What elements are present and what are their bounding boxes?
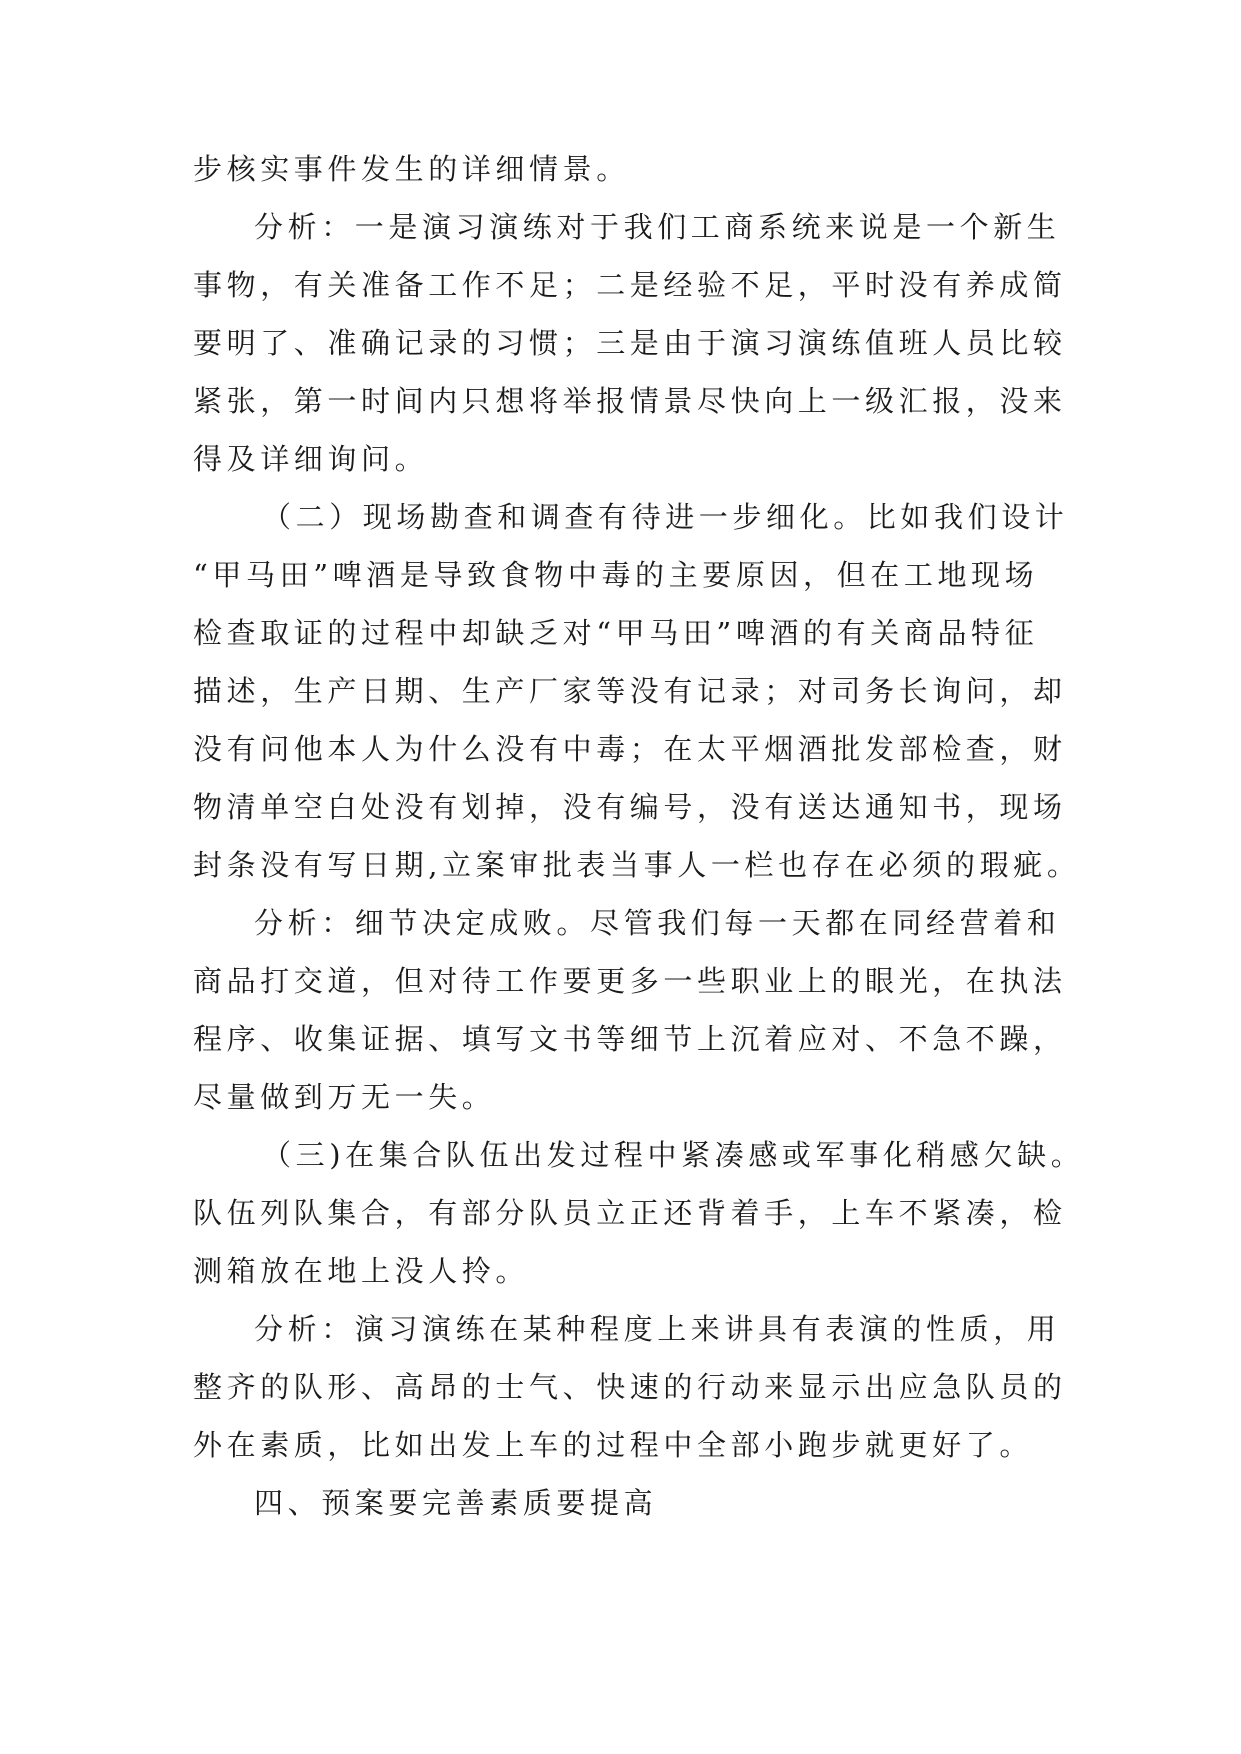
text-line: 物清单空白处没有划掉，没有编号，没有送达通知书，现场 xyxy=(193,790,1067,824)
text-line: 检查取证的过程中却缺乏对“甲马田”啤酒的有关商品特征 xyxy=(193,616,1039,650)
text-line: 封条没有写日期,立案审批表当事人一栏也存在必须的瑕疵。 xyxy=(193,848,1081,882)
text-line: 分析：演习演练在某种程度上来讲具有表演的性质，用 xyxy=(254,1312,1061,1346)
text-line: 紧张，第一时间内只想将举报情景尽快向上一级汇报，没来 xyxy=(193,384,1067,418)
text-line: 描述，生产日期、生产厂家等没有记录；对司务长询问，却 xyxy=(193,674,1067,708)
text-line: 程序、收集证据、填写文书等细节上沉着应对、不急不躁， xyxy=(193,1022,1067,1056)
text-line: 分析：细节决定成败。尽管我们每一天都在同经营着和 xyxy=(254,906,1061,940)
text-line: “甲马田”啤酒是导致食物中毒的主要原因，但在工地现场 xyxy=(193,558,1039,592)
text-line: 得及详细询问。 xyxy=(193,442,429,476)
text-line: （二）现场勘查和调查有待进一步细化。比如我们设计 xyxy=(262,500,1069,534)
text-line: 整齐的队形、高昂的士气、快速的行动来显示出应急队员的 xyxy=(193,1370,1067,1404)
text-line: 事物，有关准备工作不足；二是经验不足，平时没有养成简 xyxy=(193,268,1067,302)
text-line: 分析：一是演习演练对于我们工商系统来说是一个新生 xyxy=(254,210,1061,244)
section-heading: 四、预案要完善素质要提高 xyxy=(254,1486,658,1520)
text-line: 步核实事件发生的详细情景。 xyxy=(193,152,630,186)
text-line: 外在素质，比如出发上车的过程中全部小跑步就更好了。 xyxy=(193,1428,1034,1462)
text-line: 队伍列队集合，有部分队员立正还背着手，上车不紧凑，检 xyxy=(193,1196,1067,1230)
text-line: 要明了、准确记录的习惯；三是由于演习演练值班人员比较 xyxy=(193,326,1067,360)
text-line: （三)在集合队伍出发过程中紧凑感或军事化稍感欠缺。 xyxy=(262,1138,1085,1172)
text-line: 尽量做到万无一失。 xyxy=(193,1080,496,1114)
text-line: 测箱放在地上没人拎。 xyxy=(193,1254,530,1288)
text-line: 商品打交道，但对待工作要更多一些职业上的眼光，在执法 xyxy=(193,964,1067,998)
text-line: 没有问他本人为什么没有中毒；在太平烟酒批发部检查，财 xyxy=(193,732,1067,766)
